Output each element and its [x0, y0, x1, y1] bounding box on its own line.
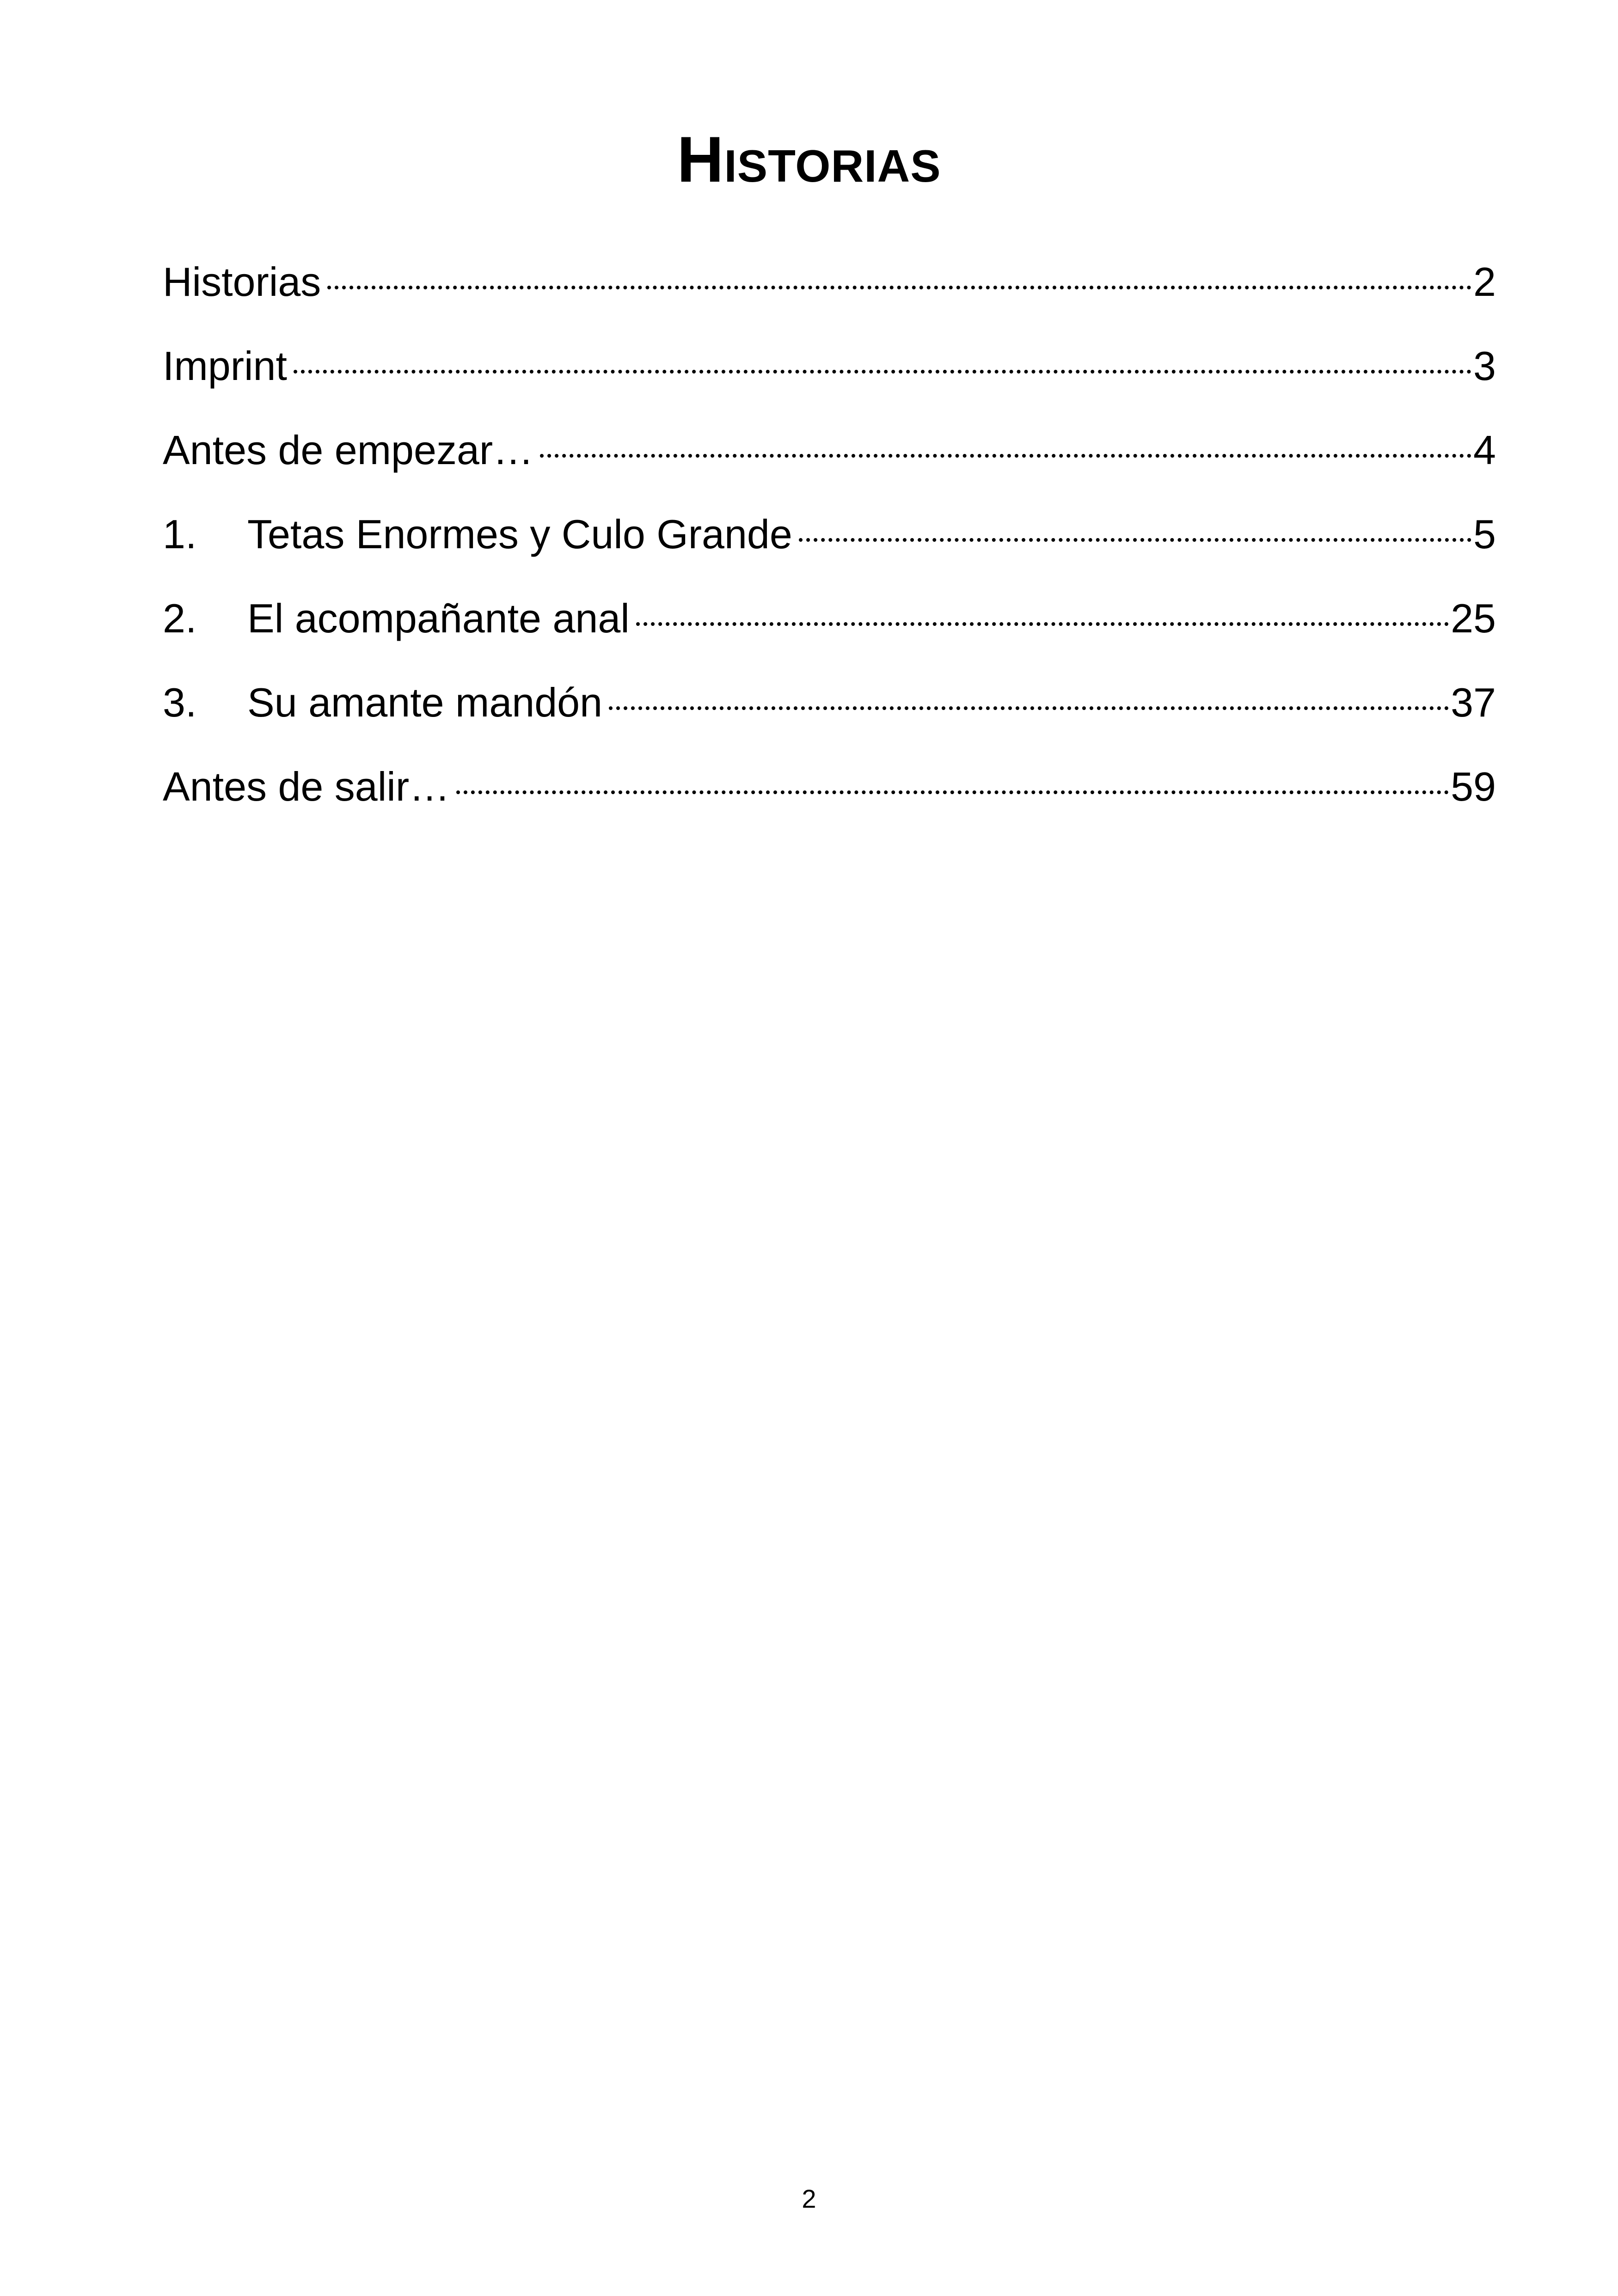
toc-entry-label: El acompañante anal — [247, 595, 630, 641]
toc-entry-number: 1. — [163, 511, 197, 557]
toc-entry-page: 25 — [1451, 595, 1496, 641]
toc-entry-antes-de-salir[interactable] — [163, 754, 1496, 839]
toc-entry-label: Antes de salir… — [163, 764, 450, 809]
toc-entry-label: Tetas Enormes y Culo Grande — [247, 511, 792, 557]
toc-dot-leader — [327, 286, 1471, 289]
toc-entry-label: Antes de empezar… — [163, 427, 534, 473]
page-number: 2 — [802, 2184, 816, 2213]
toc-entry-chapter-2[interactable] — [163, 586, 1496, 670]
page-title: Historias — [677, 123, 941, 196]
toc-entry-number: 2. — [163, 595, 197, 641]
toc-entry-number: 3. — [163, 680, 197, 725]
toc-dot-leader — [456, 790, 1449, 794]
toc-entry-label: Historias — [163, 259, 321, 305]
toc-entry-label: Su amante mandón — [247, 680, 603, 725]
toc-entry-label: Imprint — [163, 343, 287, 389]
toc-entry-chapter-3[interactable] — [163, 670, 1496, 754]
toc-dot-leader — [294, 370, 1471, 373]
toc-entry-historias[interactable] — [163, 250, 1496, 334]
toc-entry-imprint[interactable] — [163, 334, 1496, 418]
toc-entry-page: 5 — [1473, 511, 1496, 557]
toc-entry-page: 3 — [1473, 343, 1496, 389]
toc-entry-antes-de-empezar[interactable] — [163, 418, 1496, 502]
toc-entry-page: 59 — [1451, 764, 1496, 809]
toc-entry-page: 37 — [1451, 680, 1496, 725]
toc-dot-leader — [540, 454, 1471, 458]
toc-dot-leader — [636, 622, 1449, 626]
toc-entry-chapter-1[interactable] — [163, 502, 1496, 586]
toc-entry-page: 2 — [1473, 259, 1496, 305]
toc-dot-leader — [799, 538, 1471, 542]
toc-dot-leader — [609, 706, 1449, 710]
table-of-contents — [163, 250, 1496, 839]
toc-entry-page: 4 — [1473, 427, 1496, 473]
